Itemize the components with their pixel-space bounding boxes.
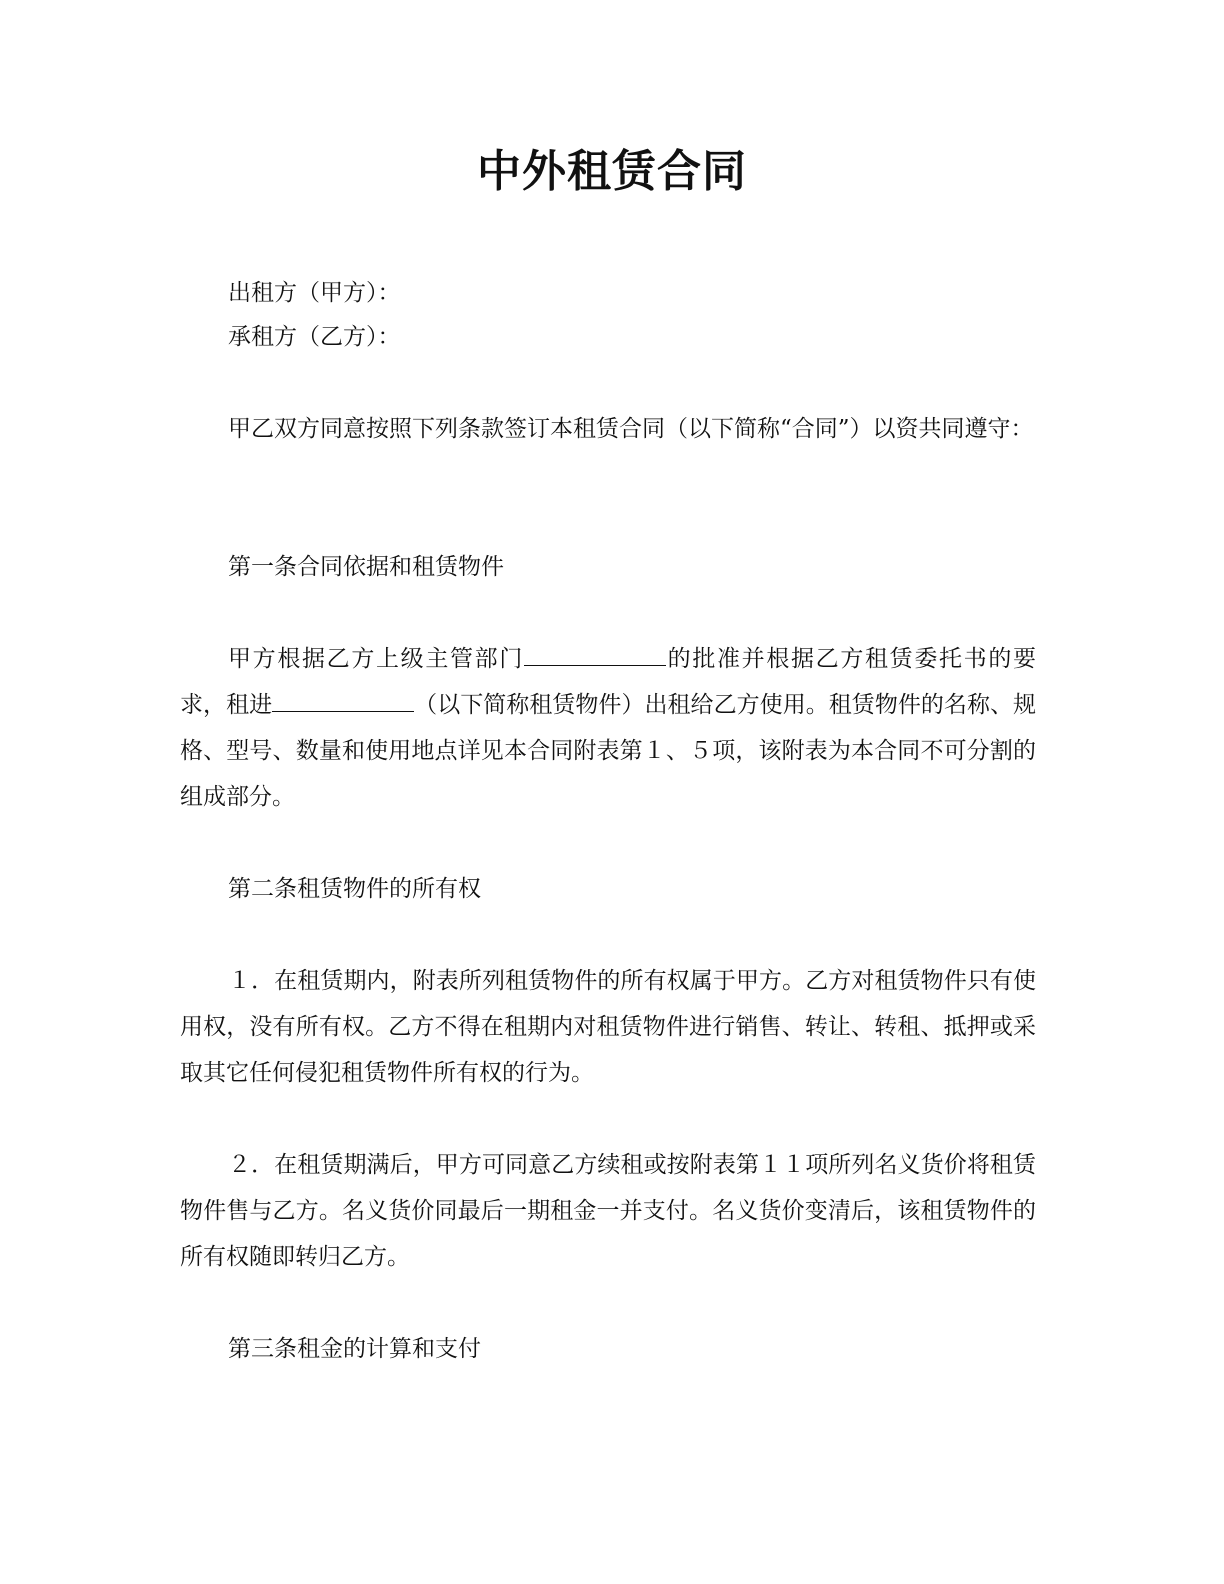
lessee-label: 承租方（乙方）： bbox=[228, 324, 401, 350]
approval-authority-blank[interactable] bbox=[524, 643, 666, 666]
article1-text-part1: 甲方根据乙方上级主管部门 bbox=[228, 646, 524, 672]
article1-paragraph bbox=[180, 636, 1036, 820]
article3-heading: 第三条租金的计算和支付 bbox=[228, 1336, 481, 1362]
article2-heading: 第二条租赁物件的所有权 bbox=[228, 876, 481, 902]
article2-item1: １．在租赁期内，附表所列租赁物件的所有权属于甲方。乙方对租赁物件只有使用权，没有所有权。乙方不得在租期内对租赁物件进行销售、转让、转租、抵押或采取其它任何侵犯租赁物件所有权的行为。 bbox=[180, 968, 1036, 1086]
article2-item2: ２．在租赁期满后，甲方可同意乙方续租或按附表第１１项所列名义货价将租赁物件售与乙方。名义货价同最后一期租金一并支付。名义货价变清后，该租赁物件的所有权随即转归乙方。 bbox=[180, 1152, 1036, 1270]
intro-paragraph: 甲乙双方同意按照下列条款签订本租赁合同（以下简称“合同”）以资共同遵守： bbox=[228, 416, 1034, 442]
article1-text-part3: （以下简称租赁物件）出租给乙方使用。租赁物件的名称、规格、型号、数量和使用地点详见本合同附表第１、５项，该附表为本合同不可分割的组成部分。 bbox=[180, 692, 1037, 810]
lessor-label: 出租方（甲方）： bbox=[228, 280, 401, 306]
article1-heading: 第一条合同依据和租赁物件 bbox=[228, 554, 504, 580]
article1-text-part2: 的批准并根据乙方租赁委托书的要求，租进 bbox=[180, 646, 1037, 718]
document-title: 中外租赁合同 bbox=[477, 146, 747, 197]
leased-item-blank[interactable] bbox=[272, 689, 414, 712]
